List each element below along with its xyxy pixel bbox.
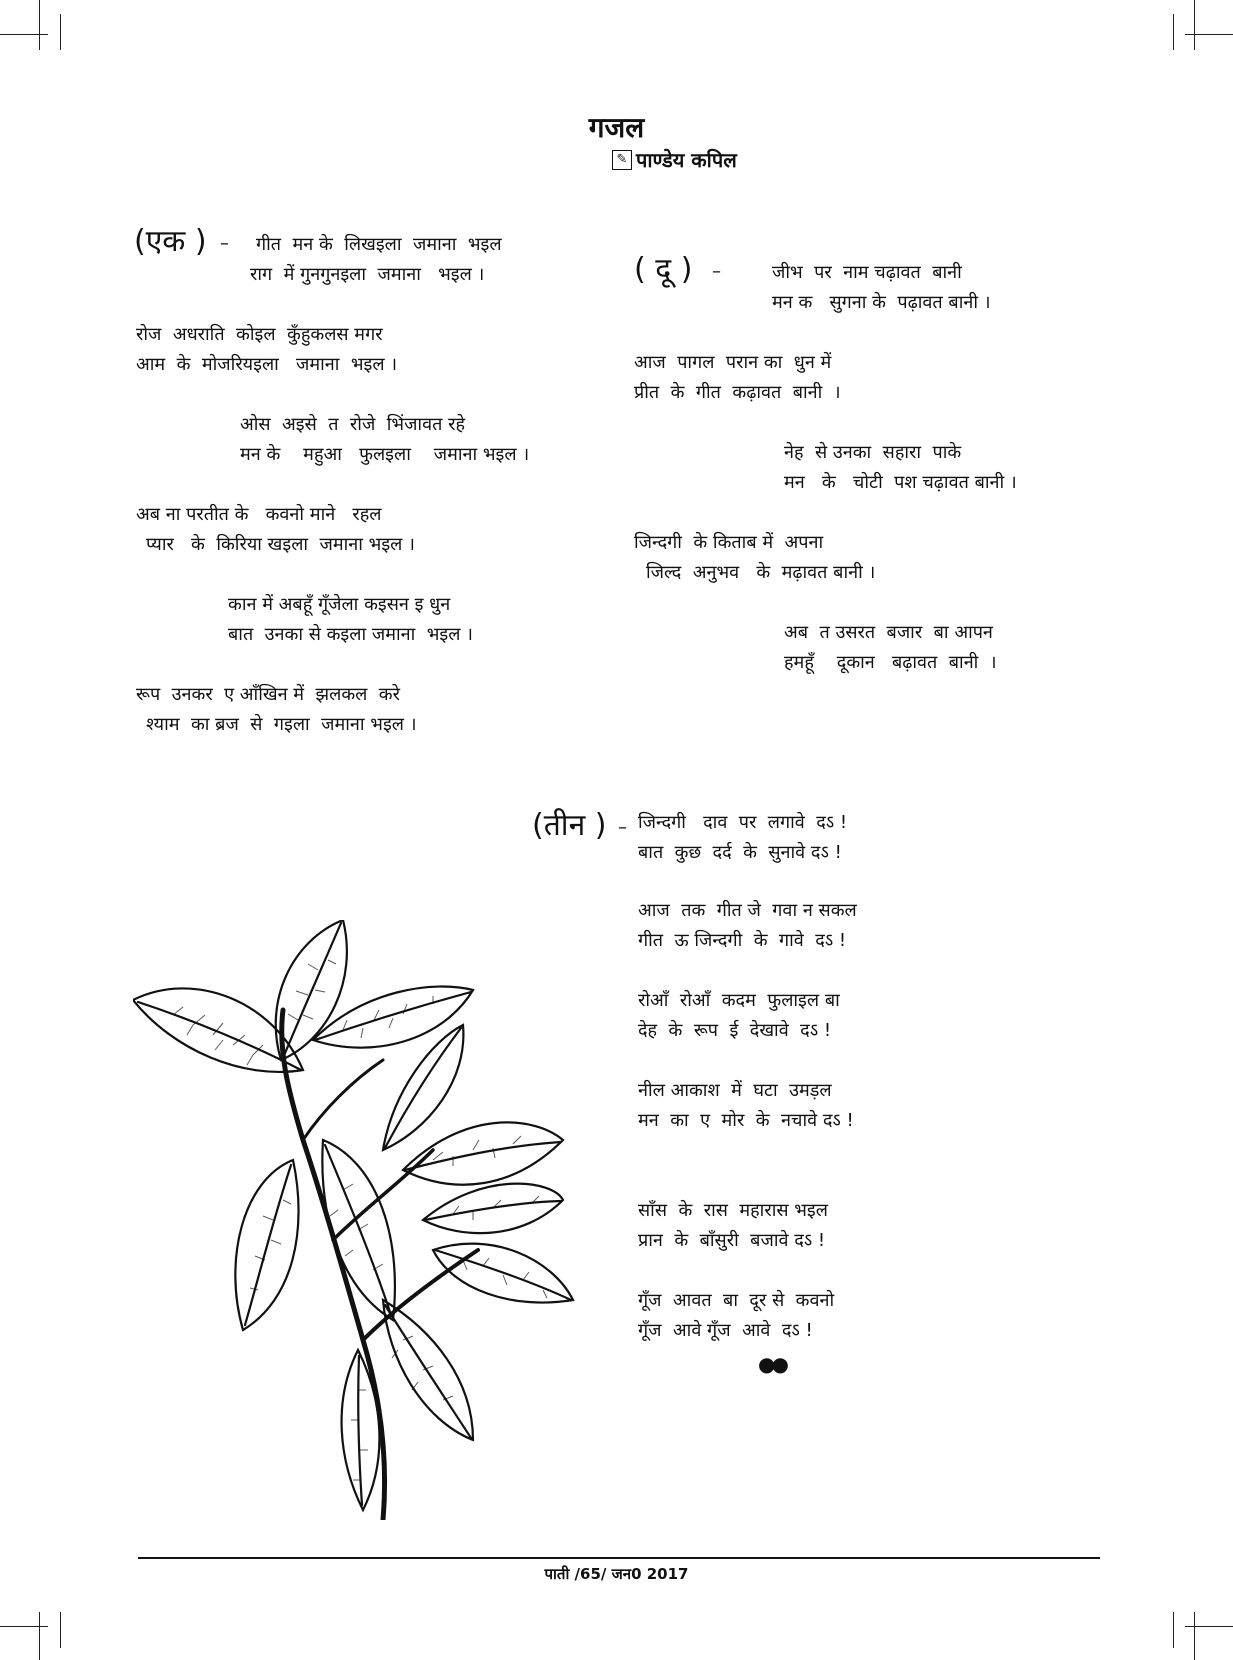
ghazal-line: रोआँ रोआँ कदम फुलाइल बा [638, 990, 840, 1011]
ghazal-line: गीत ऊ जिन्दगी के गावे दऽ ! [638, 930, 847, 951]
ghazal-line: गीत मन के लिखइला जमाना भइल [256, 234, 502, 255]
ghazal-line: प्रीत के गीत कढ़ावत बानी । [634, 382, 841, 403]
pen-icon: ✎ [612, 150, 632, 170]
ghazal-line: साँस के रास महारास भइल [638, 1200, 828, 1221]
end-mark: ●● [758, 1352, 785, 1376]
crop-mark [39, 0, 40, 50]
section-three-dash: – [618, 817, 627, 838]
crop-mark [1194, 1612, 1195, 1660]
crop-mark [0, 1626, 48, 1627]
ghazal-line: जिल्द अनुभव के मढ़ावत बानी । [646, 562, 876, 583]
crop-mark [0, 34, 48, 35]
ghazal-line: कान में अबहूँ गूँजेला कइसन इ धुन [228, 594, 451, 615]
ghazal-line: ओस अइसे त रोजे भिंजावत रहे [240, 414, 465, 435]
ghazal-line: आज तक गीत जे गवा न सकल [638, 900, 857, 921]
ghazal-line: गूँज आवे गूँज आवे दऽ ! [638, 1320, 813, 1341]
ghazal-line: हमहूँ दूकान बढ़ावत बानी । [784, 652, 997, 673]
ghazal-line: नेह से उनका सहारा पाके [784, 442, 962, 463]
crop-mark [1185, 1626, 1233, 1627]
section-one-label: (एक ) [134, 224, 207, 259]
ghazal-line: मन क सुगना के पढ़ावत बानी । [772, 292, 991, 313]
ghazal-line: नील आकाश में घटा उमड़ल [638, 1080, 832, 1101]
ghazal-line: मन का ए मोर के नचावे दऽ ! [638, 1110, 854, 1131]
ghazal-line: आज पागल परान का धुन में [634, 352, 832, 373]
author-byline [612, 146, 737, 173]
ghazal-line: अब त उसरत बजार बा आपन [784, 622, 993, 643]
ghazal-line: रूप उनकर ए आँखिन में झलकल करे [136, 684, 400, 705]
ghazal-line: मन के चोटी पश चढ़ावत बानी । [784, 472, 1017, 493]
ghazal-line: राग में गुनगुनइला जमाना भइल । [250, 264, 485, 285]
ghazal-line: बात उनका से कइला जमाना भइल । [228, 624, 473, 645]
crop-mark [60, 1612, 61, 1648]
section-three-label: (तीन ) [532, 808, 607, 843]
ghazal-line: प्यार के किरिया खइला जमाना भइल । [146, 534, 415, 555]
crop-mark [1173, 14, 1174, 50]
ghazal-line: बात कुछ दर्द के सुनावे दऽ ! [638, 842, 842, 863]
ghazal-line: श्याम का ब्रज से गइला जमाना भइल । [146, 714, 417, 735]
crop-mark [1173, 1612, 1174, 1648]
page-footer: पाती /65/ जन0 2017 [544, 1565, 689, 1583]
section-two-dash: – [712, 261, 721, 282]
ghazal-line: जीभ पर नाम चढ़ावत बानी [772, 262, 962, 283]
ghazal-line: मन के महुआ फुलइला जमाना भइल । [240, 444, 530, 465]
section-two-label: ( दू ) [634, 252, 693, 287]
footer-rule [138, 1557, 1100, 1559]
crop-mark [60, 14, 61, 50]
ghazal-line: अब ना परतीत के कवनो माने रहल [136, 504, 382, 525]
author-name: पाण्डेय कपिल [636, 148, 737, 172]
crop-mark [39, 1612, 40, 1660]
ghazal-line: प्रान के बाँसुरी बजावे दऽ ! [638, 1230, 826, 1251]
crop-mark [1185, 34, 1233, 35]
ghazal-line: जिन्दगी दाव पर लगावे दऽ ! [638, 812, 848, 833]
ghazal-line: आम के मोजरियइला जमाना भइल । [136, 354, 398, 375]
ghazal-line: रोज अधराति कोइल कुँहुकलस मगर [136, 324, 383, 345]
ghazal-line: जिन्दगी के किताब में अपना [634, 532, 824, 553]
ghazal-line: गूँज आवत बा दूर से कवनो [638, 1290, 835, 1311]
section-one-dash: – [220, 233, 229, 254]
ghazal-line: देह के रूप ई देखावे दऽ ! [638, 1020, 832, 1041]
leaf-branch-illustration [133, 920, 603, 1520]
crop-mark [1194, 0, 1195, 50]
page-title: गजल [588, 111, 645, 144]
